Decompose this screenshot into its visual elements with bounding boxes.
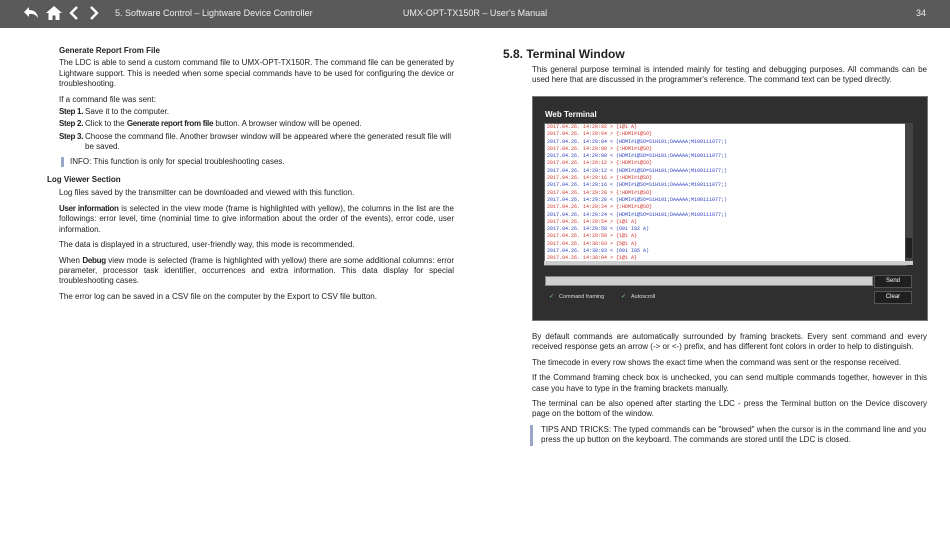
section-link[interactable]: 5. Software Control – Lightware Device Controller — [115, 8, 313, 18]
user-information-term: User information — [59, 203, 119, 213]
terminal-vertical-scrollbar[interactable] — [905, 123, 913, 264]
autoscroll-checkbox[interactable] — [621, 294, 655, 300]
terminal-line: 2017.04.26. 14:29:04 < (HDMI#1@SO=S1H101;DAAAAA;M100111077;) — [547, 138, 728, 145]
step-text-post: button. A browser window will be opened. — [215, 119, 362, 129]
terminal-line: 2017.04.26. 14:29:24 > {:HDMI#1@SO} — [547, 204, 653, 211]
send-button[interactable]: Send — [874, 275, 912, 288]
page-number: 34 — [915, 8, 926, 18]
step-label: Step 1. — [59, 107, 84, 117]
terminal-line: 2017.04.26. 14:29:20 < (HDMI#1@SO=S1H101;DAAAAA;M100111077;) — [547, 196, 728, 203]
web-terminal-screenshot — [532, 96, 928, 321]
terminal-horizontal-scrollbar[interactable] — [544, 261, 913, 265]
document-title: UMX-OPT-TX150R – User's Manual — [402, 8, 548, 18]
terminal-line: 2017.04.26. 14:29:12 > {:HDMI#1@SO} — [547, 160, 653, 167]
command-framing-label: Command framing — [559, 294, 605, 300]
left-column — [47, 46, 454, 307]
log-paragraph-1: Log files saved by the transmitter can be downloaded and viewed with this function. — [59, 188, 355, 198]
terminal-intro: This general purpose terminal is intended mainly for testing and debugging purposes. All commands can be used here that are discussed in the programmer's reference. The command text can be typed directly. — [532, 65, 927, 85]
terminal-line: 2017.04.26. 14:29:59 > {1@1 A} — [547, 233, 638, 240]
terminal-line: 2017.04.26. 14:30:03 > {5@1 A} — [547, 240, 638, 247]
log-paragraph-5: The error log can be saved in a CSV file on the computer by the Export to CSV file button. — [59, 291, 377, 301]
terminal-line: 2017.04.26. 14:29:02 > {1@1 A} — [547, 124, 638, 130]
if-sent-text: If a command file was sent: — [59, 94, 156, 104]
command-framing-checkbox[interactable] — [549, 294, 604, 300]
step-label: Step 2. — [59, 119, 84, 129]
debug-term: Debug — [82, 255, 106, 265]
top-bar — [0, 0, 950, 28]
terminal-line: 2017.04.26. 14:29:20 > {:HDMI#1@SO} — [547, 189, 653, 196]
timecode-paragraph: The timecode in every row shows the exact time when the command was sent or the response received. — [532, 357, 902, 367]
command-framing-paragraph: If the Command framing check box is unchecked, you can send multiple commands together, however in this case you have to type in the framing brackets manually. — [532, 373, 927, 393]
terminal-output — [544, 123, 907, 266]
step-text: Save it to the computer. — [85, 107, 170, 117]
info-note: INFO: This function is only for special troubleshooting cases. — [61, 157, 454, 167]
terminal-line: 2017.04.26. 14:29:16 < (HDMI#1@SO=S1H101;DAAAAA;M100111077;) — [547, 182, 728, 189]
step-2 — [59, 119, 454, 129]
log-paragraph-4-pre: When — [59, 255, 80, 265]
log-paragraph-3: The data is displayed in a structured, user-friendly way, this mode is recommended. — [59, 240, 355, 250]
terminal-line: 2017.04.26. 14:29:08 < (HDMI#1@SO=S1H101;DAAAAA;M100111077;) — [547, 153, 728, 160]
scrollbar-thumb[interactable] — [906, 238, 912, 258]
generate-report-paragraph: The LDC is able to send a custom command file to UMX-OPT-TX150R. The command file can be generated by Lightware support. This is needed when some special commands have to be used for configuring the device or troubleshooting. — [59, 58, 454, 89]
tips-note: TIPS AND TRICKS: The typed commands can be "browsed" when the cursor is in the command line and you press the up button on the keyboard. The commands are stored until the LDC is closed. — [530, 425, 927, 446]
terminal-line: 2017.04.26. 14:29:24 < (HDMI#1@SO=S1H101;DAAAAA;M100111077;) — [547, 211, 728, 218]
terminal-line: 2017.04.26. 14:29:08 > {:HDMI#1@SO} — [547, 145, 653, 152]
framing-paragraph: By default commands are automatically surrounded by framing brackets. Every sent command and every received response gets an arrow (-> or <-) prefix, and has different font colors in order to help to distinguish. — [532, 332, 927, 352]
step-text: Choose the command file. Another browser window will be appeared where the generated result file will be saved. — [85, 131, 451, 152]
log-paragraph-4-text: view mode is selected (frame is highlighted with yellow) there are some additional columns: error parameter, processor task identifier, occurrences and extra information. This data display for special troubleshooting cases. — [59, 255, 454, 286]
clear-button[interactable]: Clear — [874, 291, 912, 304]
right-column — [532, 65, 927, 91]
log-paragraph-2-text: is selected in the view mode (frame is highlighted with yellow), the columns in the list are the followings: error level, time (nominial time to give information about the order of the events), error code, user information. — [59, 203, 454, 234]
step-text — [85, 119, 362, 129]
terminal-line: 2017.04.26. 14:29:58 < (O01 I02 A) — [547, 226, 650, 233]
check-icon: ✓ — [549, 294, 555, 300]
command-input[interactable] — [545, 276, 873, 286]
step-3 — [59, 132, 454, 153]
log-paragraph-4 — [59, 256, 454, 287]
autoscroll-label: Autoscroll — [631, 294, 656, 300]
log-viewer-heading: Log Viewer Section — [47, 175, 121, 185]
step-1 — [59, 107, 454, 117]
log-paragraph-2 — [59, 204, 454, 235]
terminal-line: 2017.04.26. 14:30:03 < (O01 I05 A) — [547, 248, 650, 255]
generate-report-button-ref: Generate report from file — [126, 119, 214, 129]
right-column-lower — [532, 332, 927, 454]
terminal-open-paragraph: The terminal can be also opened after starting the LDC - press the Terminal button on the Device discovery page on the bottom of the window. — [532, 399, 927, 419]
terminal-window-heading: 5.8. Terminal Window — [503, 47, 625, 61]
generate-report-heading: Generate Report From File — [59, 46, 160, 55]
check-icon: ✓ — [621, 294, 627, 300]
step-text-pre: Click to the — [85, 119, 125, 129]
web-terminal-title: Web Terminal — [545, 110, 597, 119]
terminal-line: 2017.04.26. 14:29:12 < (HDMI#1@SO=S1H101;DAAAAA;M100111077;) — [547, 167, 728, 174]
step-label: Step 3. — [59, 131, 84, 141]
terminal-line: 2017.04.26. 14:30:04 > {1@1 A} — [547, 255, 638, 262]
terminal-line: 2017.04.26. 14:29:54 > {1@1 A} — [547, 218, 638, 225]
terminal-line: 2017.04.26. 14:29:04 > {:HDMI#1@SO} — [547, 131, 653, 138]
terminal-line: 2017.04.26. 14:29:16 > {:HDMI#1@SO} — [547, 175, 653, 182]
